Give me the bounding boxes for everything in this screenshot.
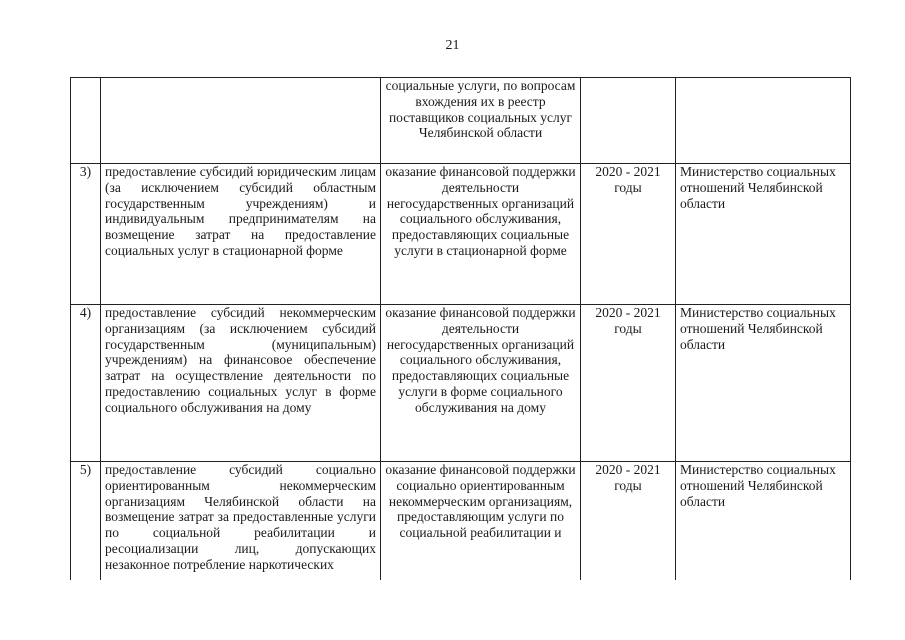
measure-executor: Министерство социальных отношений Челябинской области bbox=[676, 164, 851, 305]
measure-description bbox=[101, 78, 381, 164]
measure-description: предоставление субсидий социально ориентированным некоммерческим организациям Челябинской области на возмещение затрат за предоставленные услуги по социальной реабилитации и ресоциализации лиц, допускающих незаконное потребление наркотических bbox=[101, 462, 381, 580]
row-number: 5) bbox=[71, 462, 101, 580]
measure-purpose: социальные услуги, по вопросам вхождения их в реестр поставщиков социальных услуг Челябинской области bbox=[381, 78, 581, 164]
measure-purpose: оказание финансовой поддержки социально ориентированным некоммерческим организациям, предоставляющим услуги по социальной реабилитации и bbox=[381, 462, 581, 580]
measure-purpose: оказание финансовой поддержки деятельности негосударственных организаций социального обслуживания, предоставляющих социальные услуги в стационарной форме bbox=[381, 164, 581, 305]
page-number: 21 bbox=[445, 38, 460, 53]
row-number: 3) bbox=[71, 164, 101, 305]
measure-description: предоставление субсидий некоммерческим организациям (за исключением субсидий государственным (муниципальным) учреждениям) на финансовое обеспечение затрат на осуществление деятельности по предоставлению социальных услуг в форме социального обслуживания на дому bbox=[101, 305, 381, 462]
table-row bbox=[71, 78, 851, 164]
row-number: 4) bbox=[71, 305, 101, 462]
measure-executor: Министерство социальных отношений Челябинской области bbox=[676, 305, 851, 462]
table-row bbox=[71, 462, 851, 580]
measure-executor: Министерство социальных отношений Челябинской области bbox=[676, 462, 851, 580]
row-number bbox=[71, 78, 101, 164]
measure-years: 2020 - 2021 годы bbox=[581, 462, 676, 580]
table-row bbox=[71, 164, 851, 305]
measure-years: 2020 - 2021 годы bbox=[581, 164, 676, 305]
measure-executor bbox=[676, 78, 851, 164]
measure-purpose: оказание финансовой поддержки деятельности негосударственных организаций социального обслуживания, предоставляющих социальные услуги в форме социального обслуживания на дому bbox=[381, 305, 581, 462]
measure-years: 2020 - 2021 годы bbox=[581, 305, 676, 462]
measure-description: предоставление субсидий юридическим лицам (за исключением субсидий областным государственным учреждениям) и индивидуальным предпринимателям на возмещение затрат на предоставление социальных услуг в стационарной форме bbox=[101, 164, 381, 305]
measure-years bbox=[581, 78, 676, 164]
measures-table bbox=[70, 77, 851, 580]
table-row bbox=[71, 305, 851, 462]
